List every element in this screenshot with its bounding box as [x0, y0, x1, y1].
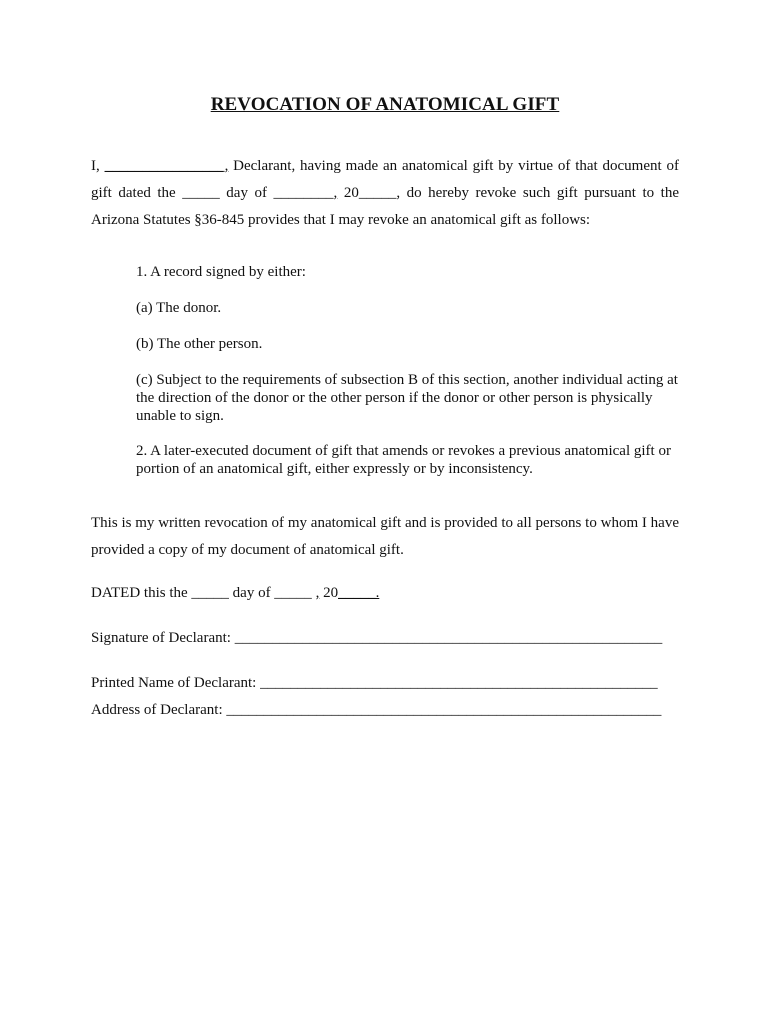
intro-text-start: I, — [91, 158, 105, 174]
dated-year-blank: _____. — [338, 585, 380, 601]
intro-text-end: 20_____, do hereby revoke such gift pursuant to the Arizona Statutes §36-845 provides that I may revoke an anatomical gift as follows: — [91, 185, 679, 228]
signature-label: Signature of Declarant: — [91, 630, 235, 646]
declarant-name-blank: ________________, — [104, 158, 229, 174]
dated-year: 20 — [319, 585, 339, 601]
list-item-1: 1. A record signed by either: — [136, 264, 306, 280]
printed-name-line[interactable]: _____________________________________________________ — [260, 675, 658, 691]
signature-line[interactable]: _________________________________________________________ — [234, 630, 663, 646]
intro-paragraph — [91, 153, 679, 234]
dated-line — [91, 584, 379, 602]
list-item-a: (a) The donor. — [136, 300, 222, 316]
address-row — [91, 701, 661, 719]
dated-comma: , — [315, 585, 320, 601]
closing-paragraph: This is my written revocation of my anatomical gift and is provided to all persons to whom I have provided a copy of my document of anatomical gift. — [91, 515, 679, 558]
dated-prefix: DATED this the _____ day of _____ — [91, 585, 316, 601]
list-item-b: (b) The other person. — [136, 336, 263, 352]
list-item-2: 2. A later-executed document of gift that amends or revokes a previous anatomical gift or portion of an anatomical gift, either expressly or by inconsistency. — [136, 443, 671, 477]
intro-text-middle: Declarant, having made an anatomical gift by virtue of that document of gift dated the _____ day of ________ — [91, 158, 679, 201]
document-title: REVOCATION OF ANATOMICAL GIFT — [210, 94, 560, 115]
address-line[interactable]: __________________________________________________________ — [226, 702, 662, 718]
list-item-c: (c) Subject to the requirements of subsection B of this section, another individual acting at the direction of the donor or the other person if the donor or other person is physically unable to sign. — [136, 372, 678, 424]
address-label: Address of Declarant: — [91, 702, 227, 718]
intro-comma: , — [333, 185, 338, 201]
printed-name-row — [91, 674, 658, 692]
signature-row — [91, 629, 662, 647]
printed-name-label: Printed Name of Declarant: — [91, 675, 261, 691]
